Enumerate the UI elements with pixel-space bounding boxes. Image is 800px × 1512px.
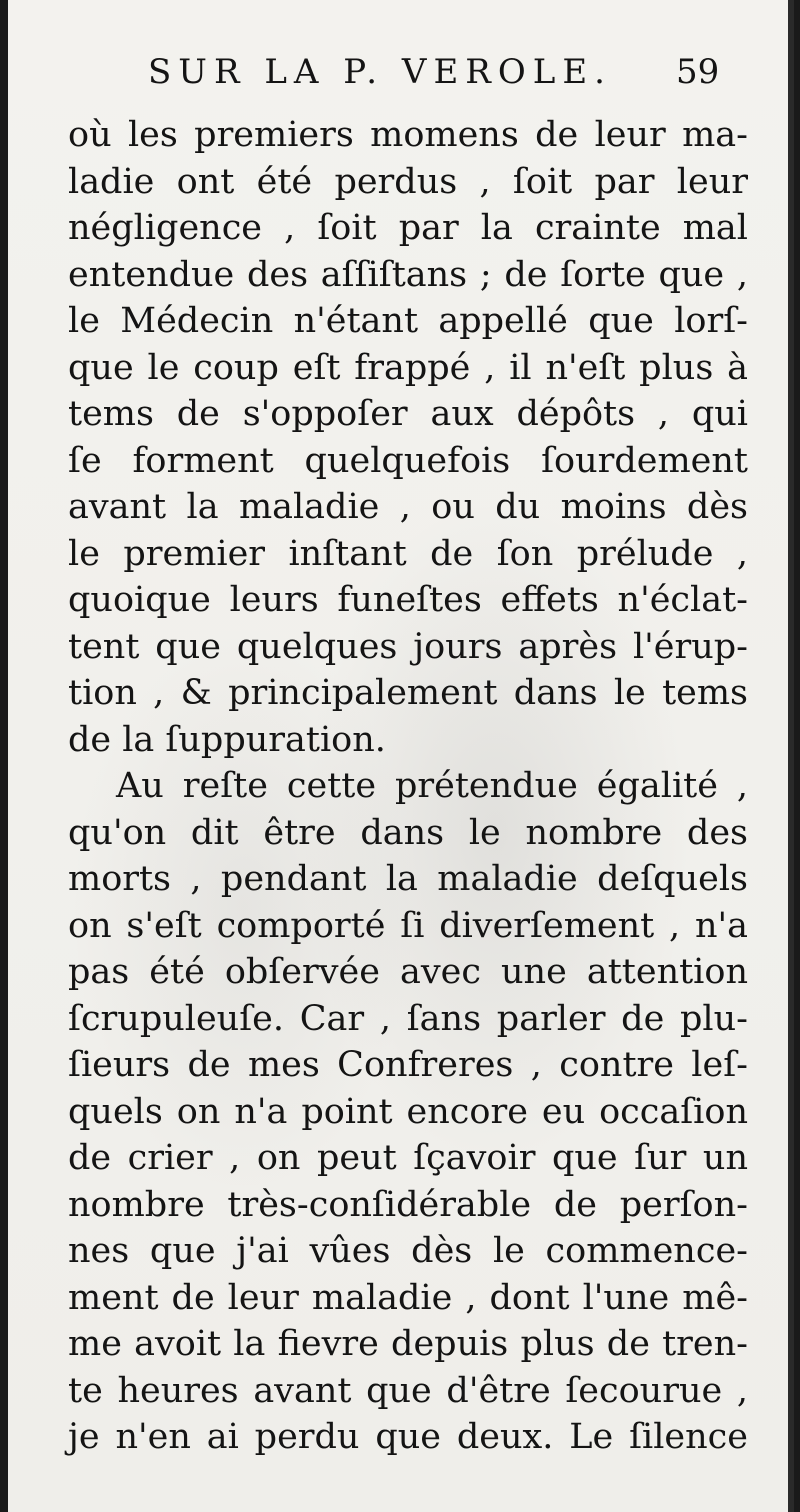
text-line: on s'eſt comporté ſi diverſement , n'a (68, 905, 748, 946)
text-line: avant la maladie , ou du moins dès (68, 487, 748, 527)
text-line: que le coup eſt frappé , il n'eſt plus à (68, 347, 748, 388)
text-line: où les premiers momens de leur ma- (68, 115, 748, 155)
page-number: 59 (676, 52, 720, 92)
book-page (8, 0, 794, 1512)
body-text (68, 112, 748, 1461)
text-line: quels on n'a point encore eu occaſion (68, 1091, 748, 1132)
text-line: nes que j'ai vûes dès le commence- (68, 1231, 748, 1271)
text-line: le premier inſtant de ſon prélude , (68, 533, 748, 574)
text-line: ſieurs de mes Confreres , contre leſ- (68, 1045, 748, 1085)
paragraph-end-line: de la ſuppuration. (68, 719, 386, 760)
text-line: te heures avant que d'être ſecourue , (68, 1370, 748, 1411)
text-line: qu'on dit être dans le nombre des (68, 812, 748, 853)
text-line: le Médecin n'étant appellé que lorſ- (68, 301, 748, 341)
page-edge-shadow (788, 0, 794, 1512)
text-line: je n'en ai perdu que deux. Le ſilence (68, 1417, 748, 1457)
paragraph-start-line: Au reſte cette prétendue égalité , (116, 766, 748, 806)
text-line: nombre très-conſidérable de perſon- (68, 1184, 748, 1225)
text-line: morts , pendant la maladie deſquels (68, 859, 748, 899)
text-line: quoique leurs funeſtes effets n'éclat- (68, 580, 748, 620)
text-line: ment de leur maladie , dont l'une mê- (68, 1277, 748, 1318)
text-line: ſcrupuleuſe. Car , ſans parler de plu- (68, 998, 748, 1039)
text-line: de crier , on peut ſçavoir que ſur un (68, 1138, 748, 1178)
running-title: SUR LA P. VEROLE. (148, 52, 612, 92)
text-line: tion , & principalement dans le tems (68, 673, 748, 713)
text-line: négligence , ſoit par la crainte mal (68, 208, 748, 248)
text-line: tent que quelques jours après l'érup- (68, 626, 748, 667)
text-line: pas été obſervée avec une attention (68, 952, 748, 992)
text-line: me avoit la fievre depuis plus de tren- (68, 1324, 748, 1364)
text-line: tems de s'oppoſer aux dépôts , qui (68, 394, 748, 434)
text-line: ſe forment quelquefois ſourdement (68, 440, 748, 481)
text-line: ladie ont été perdus , ſoit par leur (68, 161, 748, 202)
running-head (8, 52, 794, 100)
text-line: entendue des aſſiſtans ; de ſorte que , (68, 254, 748, 295)
